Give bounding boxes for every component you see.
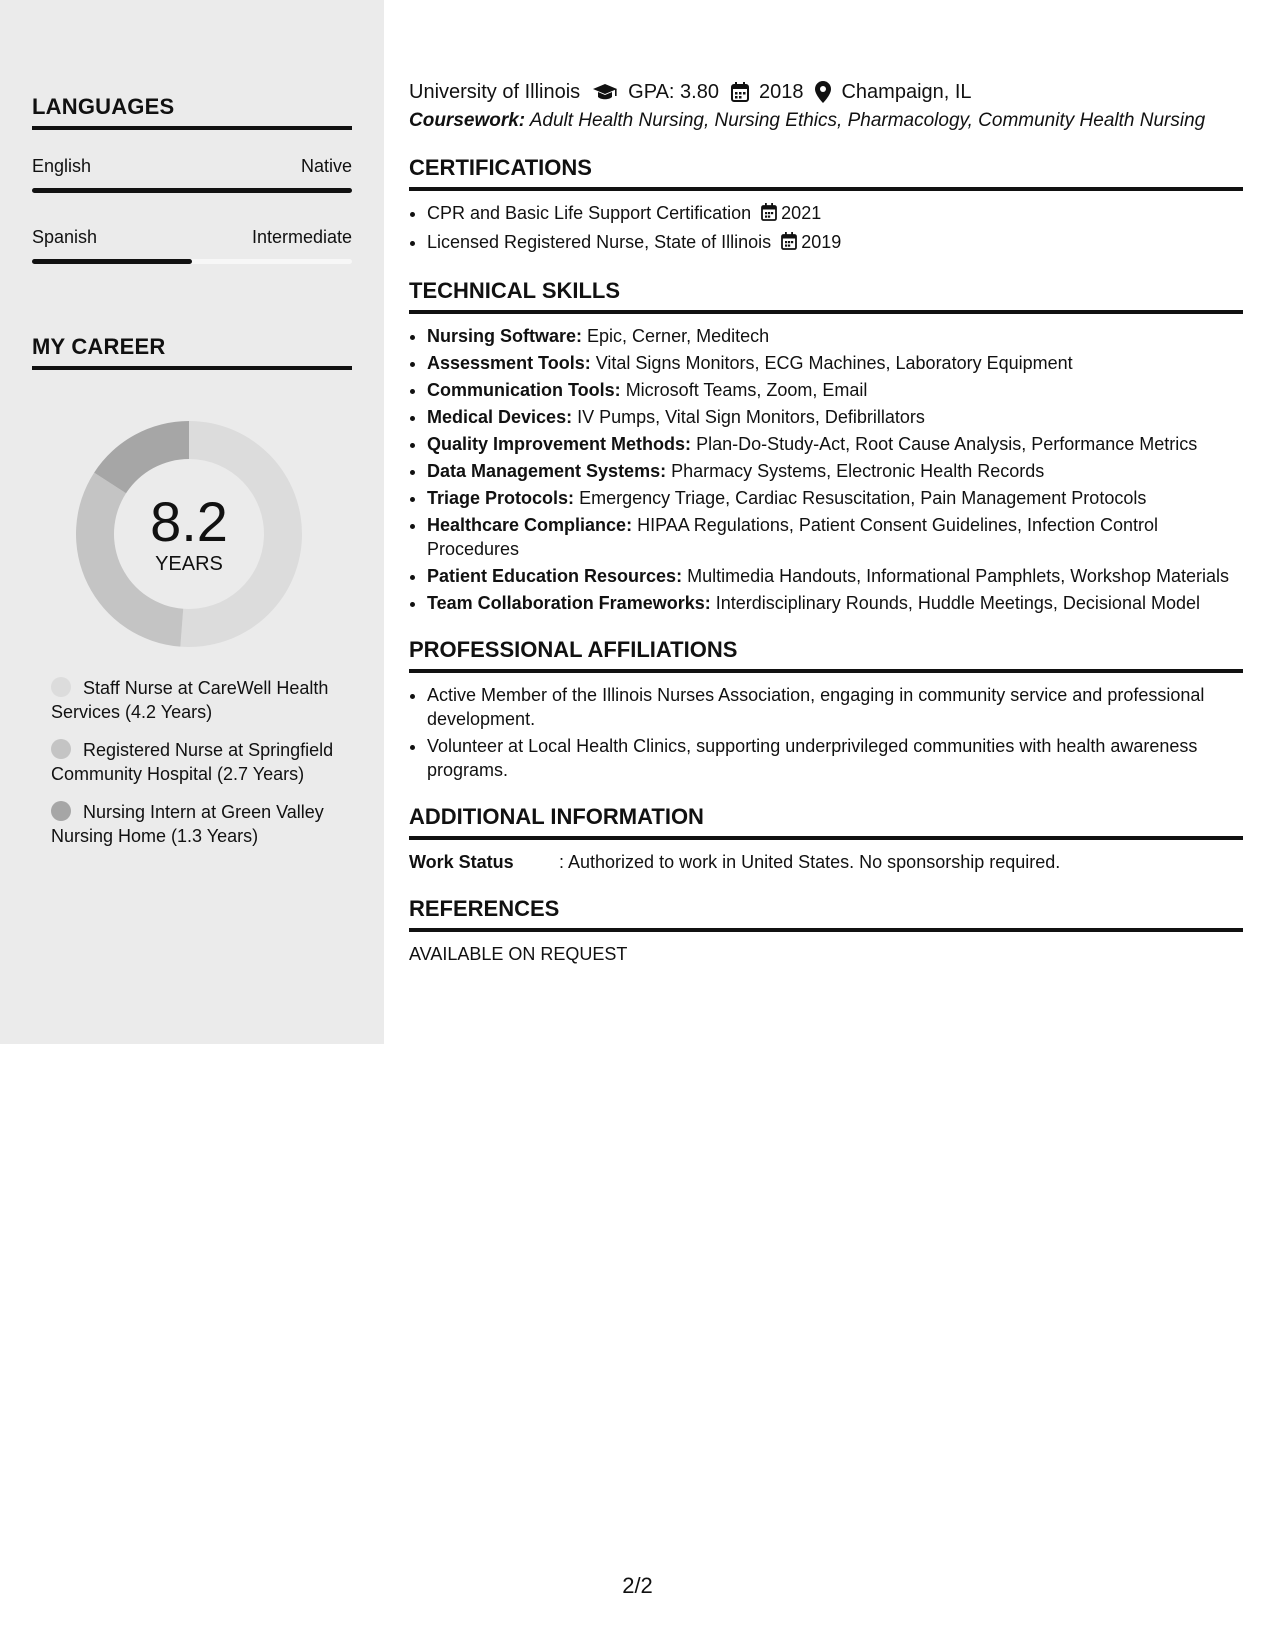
technical-skills-list [409, 324, 1243, 615]
main-content [409, 78, 1243, 966]
donut-center [66, 411, 312, 657]
certification-name: CPR and Basic Life Support Certification [427, 203, 752, 223]
coursework-list: Adult Health Nursing, Nursing Ethics, Pharmacology, Community Health Nursing [529, 110, 1206, 131]
skill-label: Patient Education Resources: [427, 566, 683, 586]
additional-info-heading: ADDITIONAL INFORMATION [409, 804, 1243, 840]
language-name: English [32, 156, 92, 176]
skill-label: Quality Improvement Methods: [427, 434, 692, 454]
map-pin-icon [815, 81, 831, 103]
skill-value: IV Pumps, Vital Sign Monitors, Defibrillators [577, 407, 925, 427]
technical-skills-heading: TECHNICAL SKILLS [409, 278, 1243, 314]
legend-label: Registered Nurse at Springfield Community Hospital (2.7 Years) [51, 740, 334, 784]
certification-name: Licensed Registered Nurse, State of Illinois [427, 232, 772, 252]
work-status-label: Work Status [409, 852, 514, 872]
affiliations-heading: PROFESSIONAL AFFILIATIONS [409, 637, 1243, 673]
career-total-years: 8.2 [150, 489, 228, 553]
language-item-english [32, 154, 352, 193]
language-bar [32, 188, 352, 193]
list-item [427, 459, 1243, 483]
calendar-icon [781, 232, 797, 256]
sidebar [0, 0, 384, 1044]
list-item [427, 486, 1243, 510]
list-item [427, 564, 1243, 588]
skill-label: Assessment Tools: [427, 353, 591, 373]
skill-label: Team Collaboration Frameworks: [427, 593, 711, 613]
list-item: • Active Member of the Illinois Nurses Association, engaging in community service and professional development. [427, 683, 1243, 731]
skill-label: Communication Tools: [427, 380, 621, 400]
language-level: Intermediate [251, 227, 352, 247]
legend-item [51, 676, 341, 724]
skill-label: Data Management Systems: [427, 461, 667, 481]
languages-heading: LANGUAGES [32, 94, 352, 130]
certifications-heading: CERTIFICATIONS [409, 155, 1243, 191]
skill-value: Plan-Do-Study-Act, Root Cause Analysis, Performance Metrics [696, 434, 1198, 454]
work-status-row [409, 850, 1243, 874]
skill-label: Nursing Software: [427, 326, 583, 346]
affiliations-list [409, 683, 1243, 782]
legend-dot [51, 677, 71, 697]
list-item [427, 513, 1243, 561]
language-item-spanish [32, 225, 352, 264]
education-line [409, 78, 1243, 106]
skill-value: Emergency Triage, Cardiac Resuscitation, Pain Management Protocols [579, 488, 1147, 508]
school-location: Champaign, IL [841, 81, 972, 103]
skill-value: HIPAA Regulations, Patient Consent Guidelines, Infection Control Procedures [427, 515, 1159, 559]
list-item: • Volunteer at Local Health Clinics, supporting underprivileged communities with health awareness programs. [427, 734, 1243, 782]
skill-label: Medical Devices: [427, 407, 573, 427]
certification-year: 2019 [801, 232, 842, 252]
career-donut-chart [66, 411, 312, 657]
language-name: Spanish [32, 227, 98, 247]
language-bar-fill [32, 259, 192, 264]
career-total-unit: YEARS [155, 552, 223, 575]
references-text: AVAILABLE ON REQUEST [409, 944, 628, 964]
list-item [427, 378, 1243, 402]
languages-section [32, 94, 352, 264]
coursework [409, 108, 1243, 133]
legend-label: Staff Nurse at CareWell Health Services (4.2 Years) [51, 678, 329, 722]
references-heading: REFERENCES [409, 896, 1243, 932]
language-bar-fill [32, 188, 352, 193]
skill-value: Interdisciplinary Rounds, Huddle Meetings, Decisional Model [715, 593, 1200, 613]
list-item [427, 324, 1243, 348]
language-level: Native [300, 156, 352, 176]
legend-label: Nursing Intern at Green Valley Nursing Home (1.3 Years) [51, 802, 324, 846]
career-section [32, 334, 352, 370]
skill-label: Triage Protocols: [427, 488, 575, 508]
legend-dot [51, 801, 71, 821]
graduation-cap-icon [592, 82, 618, 102]
skill-label: Healthcare Compliance: [427, 515, 633, 535]
legend-dot [51, 739, 71, 759]
language-bar [32, 259, 352, 264]
list-item [427, 201, 1243, 227]
skill-value: Microsoft Teams, Zoom, Email [625, 380, 868, 400]
list-item [427, 591, 1243, 615]
list-item [427, 432, 1243, 456]
legend-item [51, 738, 341, 786]
page-number: 2/2 [622, 1573, 653, 1598]
list-item [427, 351, 1243, 375]
skill-value: Multimedia Handouts, Informational Pamphlets, Workshop Materials [687, 566, 1229, 586]
gpa: GPA: 3.80 [628, 81, 719, 103]
skill-value: Vital Signs Monitors, ECG Machines, Laboratory Equipment [595, 353, 1073, 373]
work-status-value: : Authorized to work in United States. No sponsorship required. [559, 852, 1061, 872]
list-item [427, 405, 1243, 429]
legend-item [51, 800, 341, 848]
career-heading: MY CAREER [32, 334, 352, 370]
skill-value: Epic, Cerner, Meditech [587, 326, 770, 346]
calendar-icon [761, 203, 777, 227]
calendar-icon [731, 82, 749, 102]
school-name: University of Illinois [409, 81, 581, 103]
graduation-year: 2018 [758, 81, 804, 103]
list-item [427, 230, 1243, 256]
certification-year: 2021 [781, 203, 822, 223]
career-legend [51, 676, 341, 862]
certifications-list [409, 201, 1243, 256]
skill-value: Pharmacy Systems, Electronic Health Records [671, 461, 1045, 481]
coursework-label: Coursework: [409, 110, 526, 131]
